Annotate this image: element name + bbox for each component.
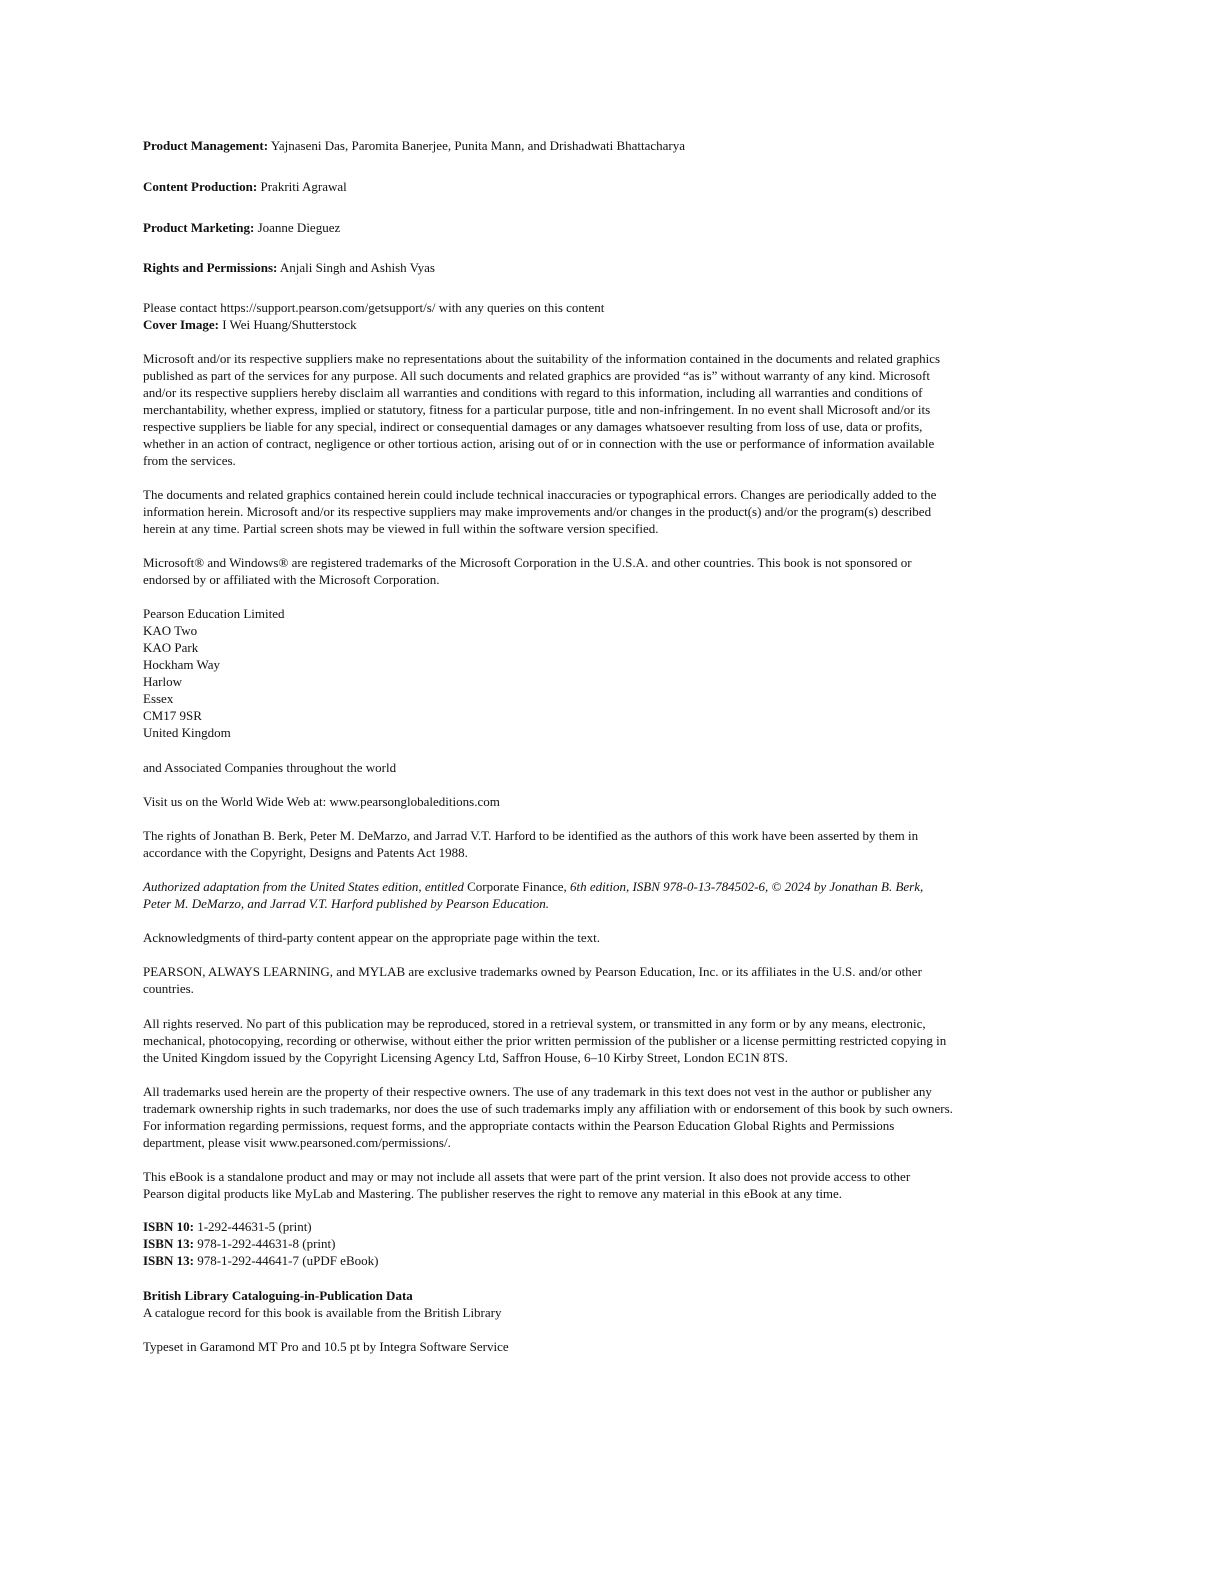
credit-value: Prakriti Agrawal [257, 179, 347, 194]
adaptation-text: Authorized adaptation from the United States edition, entitled [143, 879, 468, 894]
associated-companies: and Associated Companies throughout the world [143, 760, 397, 775]
cip-text: A catalogue record for this book is available from the British Library [143, 1305, 502, 1320]
text-line: KAO Two [143, 623, 198, 638]
credit-label: Content Production: [143, 179, 258, 194]
credit-content-production [143, 178, 347, 195]
text-line: information herein. Microsoft and/or its respective suppliers may make improvements and/or changes in the product(s) and/or the program(s) described [143, 504, 932, 519]
text-line: herein at any time. Partial screen shots may be viewed in full within the software version specified. [143, 521, 659, 536]
text-line: PEARSON, ALWAYS LEARNING, and MYLAB are exclusive trademarks owned by Pearson Education, Inc. or its affiliates in the U.S. and/or other [143, 964, 922, 979]
typeset-notice: Typeset in Garamond MT Pro and 10.5 pt by Integra Software Service [143, 1339, 509, 1354]
isbn-value: 978-1-292-44631-8 (print) [193, 1236, 336, 1251]
credit-product-management [143, 137, 685, 154]
text-line: Essex [143, 691, 174, 706]
credit-label: Product Marketing: [143, 220, 255, 235]
adaptation-notice [143, 878, 923, 912]
text-line: trademark ownership rights in such trademarks, nor does the use of such trademarks imply any affiliation with or endorsement of this book by such owners. [143, 1101, 953, 1116]
credit-value: Yajnaseni Das, Paromita Banerjee, Punita Mann, and Drishadwati Bhattacharya [268, 138, 686, 153]
isbn-list [143, 1218, 378, 1269]
credit-label: Rights and Permissions: [143, 260, 278, 275]
text-line: department, please visit www.pearsoned.com/permissions/. [143, 1135, 451, 1150]
cip-heading: British Library Cataloguing-in-Publication Data [143, 1288, 413, 1303]
contact-text: Please contact https://support.pearson.com/getsupport/s/ with any queries on this content [143, 300, 605, 315]
contact-block [143, 299, 604, 333]
text-line: The rights of Jonathan B. Berk, Peter M. DeMarzo, and Jarrad V.T. Harford to be identified as the authors of this work have been asserted by them in [143, 828, 919, 843]
isbn-value: 978-1-292-44641-7 (uPDF eBook) [193, 1253, 379, 1268]
book-title: Corporate Finance [467, 879, 564, 894]
text-line: whether in an action of contract, negligence or other tortious action, arising out of or in connection with the use or performance of information available [143, 436, 935, 451]
text-line: from the services. [143, 453, 236, 468]
cip-data [143, 1287, 501, 1321]
isbn-row [143, 1218, 378, 1235]
text-line: This eBook is a standalone product and may or may not include all assets that were part of the print version. It also does not provide access to other [143, 1169, 911, 1184]
credit-product-marketing [143, 219, 340, 236]
isbn-row [143, 1235, 378, 1252]
text-line: and/or its respective suppliers hereby disclaim all warranties and conditions with regard to this information, including all warranties and conditions of [143, 385, 923, 400]
ebook-notice [143, 1168, 910, 1202]
documents-disclaimer [143, 486, 936, 537]
text-line: Harlow [143, 674, 182, 689]
text-line: endorsed by or affiliated with the Microsoft Corporation. [143, 572, 440, 587]
text-line: Microsoft and/or its respective suppliers make no representations about the suitability of the information contained in the documents and related graphics [143, 351, 941, 366]
pearson-trademarks [143, 963, 922, 997]
text-line: respective suppliers be liable for any special, indirect or consequential damages or any damages whatsoever resulting from loss of use, data or profits, [143, 419, 923, 434]
text-line: accordance with the Copyright, Designs and Patents Act 1988. [143, 845, 468, 860]
cover-image-value: I Wei Huang/Shutterstock [218, 317, 357, 332]
text-line: merchantability, whether express, implied or statutory, fitness for a particular purpose, title and non-infringement. In no event shall Microsoft and/or its [143, 402, 931, 417]
text-line: countries. [143, 981, 194, 996]
text-line: United Kingdom [143, 725, 231, 740]
credit-label: Product Management: [143, 138, 269, 153]
text-line: Hockham Way [143, 657, 221, 672]
microsoft-disclaimer [143, 350, 940, 469]
cover-image-credit [143, 316, 604, 333]
publisher-address [143, 605, 285, 741]
text-line: All trademarks used herein are the property of their respective owners. The use of any trademark in this text does not vest in the author or publisher any [143, 1084, 932, 1099]
adaptation-text: Peter M. DeMarzo, and Jarrad V.T. Harford published by Pearson Education. [143, 896, 549, 911]
text-line: published as part of the services for any purpose. All such documents and related graphics are provided “as is” without warranty of any kind. Microsoft [143, 368, 931, 383]
text-line: Pearson digital products like MyLab and Mastering. The publisher reserves the right to remove any material in this eBook at any time. [143, 1186, 843, 1201]
website-notice: Visit us on the World Wide Web at: www.pearsonglobaleditions.com [143, 794, 500, 809]
text-line: the United Kingdom issued by the Copyright Licensing Agency Ltd, Saffron House, 6–10 Kirby Street, London EC1N 8TS. [143, 1050, 788, 1065]
all-trademarks [143, 1083, 953, 1151]
isbn-label: ISBN 10: [143, 1219, 194, 1234]
text-line: The documents and related graphics contained herein could include technical inaccuracies or typographical errors. Changes are periodically added to the [143, 487, 937, 502]
adaptation-text: , 6th edition, ISBN 978-0-13-784502-6, © 2024 by Jonathan B. Berk, [563, 879, 924, 894]
credit-value: Anjali Singh and Ashish Vyas [277, 260, 435, 275]
acknowledgments: Acknowledgments of third-party content appear on the appropriate page within the text. [143, 930, 601, 945]
credit-value: Joanne Dieguez [254, 220, 341, 235]
isbn-label: ISBN 13: [143, 1236, 194, 1251]
trademark-notice [143, 554, 912, 588]
all-rights-reserved [143, 1015, 946, 1066]
text-line: CM17 9SR [143, 708, 202, 723]
text-line: mechanical, photocopying, recording or otherwise, without either the prior written permission of the publisher or a license permitting restricted copying in [143, 1033, 947, 1048]
isbn-row [143, 1252, 378, 1269]
author-rights [143, 827, 918, 861]
text-line: KAO Park [143, 640, 199, 655]
isbn-value: 1-292-44631-5 (print) [193, 1219, 312, 1234]
text-line: For information regarding permissions, request forms, and the appropriate contacts within the Pearson Education Global Rights and Permissions [143, 1118, 895, 1133]
cover-image-label: Cover Image: [143, 317, 219, 332]
text-line: All rights reserved. No part of this publication may be reproduced, stored in a retrieval system, or transmitted in any form or by any means, electronic, [143, 1016, 926, 1031]
isbn-label: ISBN 13: [143, 1253, 194, 1268]
credit-rights-permissions [143, 259, 435, 276]
text-line: Pearson Education Limited [143, 606, 285, 621]
text-line: Microsoft® and Windows® are registered trademarks of the Microsoft Corporation in the U.S.A. and other countries. This book is not sponsored or [143, 555, 912, 570]
